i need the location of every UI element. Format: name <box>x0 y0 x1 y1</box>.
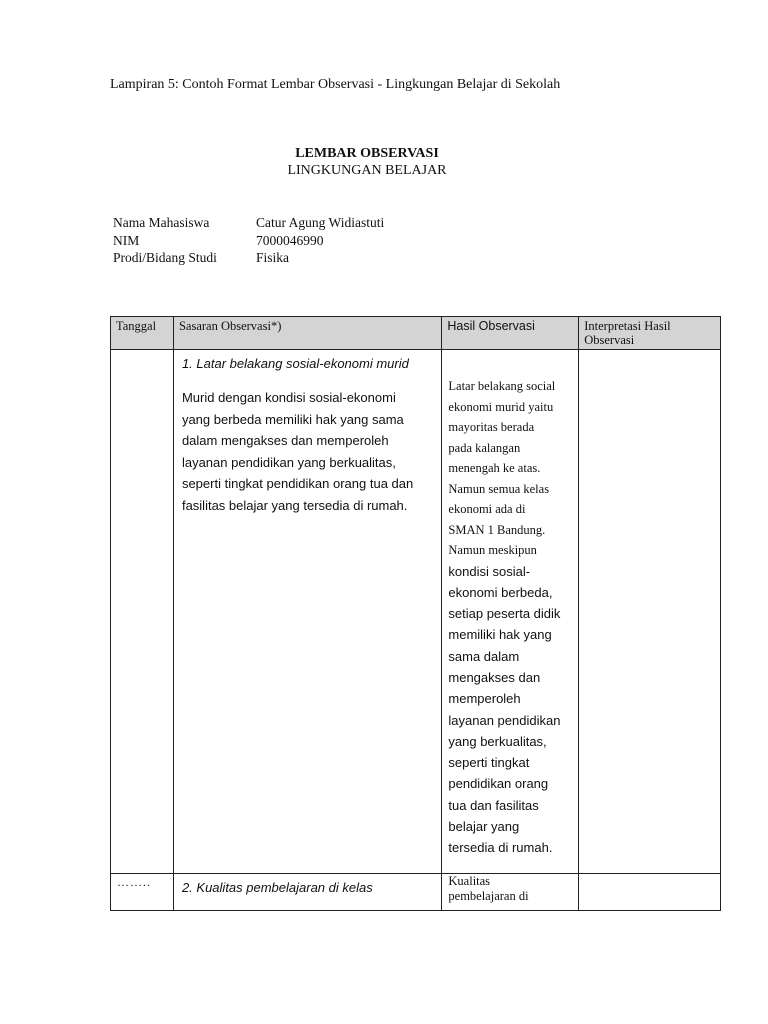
observation-topic: 1. Latar belakang sosial-ekonomi murid <box>181 356 409 371</box>
info-value: Fisika <box>256 250 290 265</box>
observation-description <box>182 387 437 516</box>
header-interpretation: Interpretasi Hasil Observasi <box>579 317 721 350</box>
info-value: Catur Agung Widiastuti <box>256 215 385 230</box>
info-label: Prodi/Bidang Studi <box>113 250 217 265</box>
text-line: dalam mengakses dan memperoleh <box>181 433 389 448</box>
observation-topic: 2. Kualitas pembelajaran di kelas <box>181 879 373 895</box>
text-line: Murid dengan kondisi sosial-ekonomi <box>181 390 396 405</box>
header-result: Hasil Observasi <box>442 317 579 350</box>
text-line: sama dalam <box>448 648 520 664</box>
text-line: Namun meskipun <box>448 543 537 557</box>
result-text-sans <box>448 561 574 859</box>
cell-target <box>173 873 441 910</box>
text-line: memiliki hak yang <box>448 627 552 643</box>
table-header-row <box>111 317 721 350</box>
info-value: 7000046990 <box>256 232 324 248</box>
text-line: pada kalangan <box>448 440 521 455</box>
info-row-nim <box>113 232 384 250</box>
info-row-program <box>113 249 384 267</box>
table-row <box>111 350 721 874</box>
cell-interpretation <box>579 350 721 874</box>
document-subtitle: LINGKUNGAN BELAJAR <box>287 163 447 178</box>
cell-interpretation <box>579 873 721 910</box>
text-line: layanan pendidikan yang berkualitas, <box>181 454 396 470</box>
text-line: Kualitas <box>448 873 491 888</box>
info-label: NIM <box>113 232 140 248</box>
text-line: tua dan fasilitas <box>448 797 539 813</box>
student-info <box>113 214 384 267</box>
result-text-serif <box>448 376 574 561</box>
text-line: SMAN 1 Bandung. <box>448 522 546 537</box>
appendix-title: Lampiran 5: Contoh Format Lembar Observasi - Lingkungan Belajar di Sekolah <box>110 77 561 92</box>
info-row-name <box>113 214 384 232</box>
observation-table <box>110 316 721 911</box>
text-line: yang berbeda memiliki hak yang sama <box>181 411 404 427</box>
text-line: mengakses dan <box>448 669 541 685</box>
document-title: LEMBAR OBSERVASI <box>295 146 439 161</box>
text-line: pembelajaran di <box>448 888 529 903</box>
text-line: Namun semua kelas <box>448 481 550 496</box>
text-line: pendidikan orang <box>448 776 549 792</box>
text-line: seperti tingkat pendidikan orang tua dan <box>181 476 414 491</box>
text-line: tersedia di rumah. <box>448 840 553 856</box>
table-row <box>111 873 721 910</box>
text-line: memperoleh <box>448 691 521 707</box>
cell-result <box>442 873 579 910</box>
text-line: mayoritas berada <box>448 420 535 434</box>
text-line: menengah ke atas. <box>448 461 541 475</box>
cell-result <box>442 350 579 874</box>
header-date: Tanggal <box>111 317 174 350</box>
cell-target <box>173 350 441 874</box>
text-line: Latar belakang social <box>448 379 556 393</box>
text-line: belajar yang <box>448 819 520 835</box>
text-line: yang berkualitas, <box>448 733 547 749</box>
text-line: ekonomi murid yaitu <box>448 399 554 414</box>
header-target: Sasaran Observasi*) <box>173 317 441 350</box>
text-line: setiap peserta didik <box>448 606 561 622</box>
text-line: fasilitas belajar yang tersedia di rumah. <box>181 497 408 513</box>
text-line: kondisi sosial- <box>448 563 531 579</box>
text-line: ekonomi ada di <box>448 502 526 516</box>
text-line: layanan pendidikan <box>448 712 561 728</box>
cell-date: …….. <box>111 873 174 910</box>
cell-date <box>111 350 174 874</box>
text-line: seperti tingkat <box>448 755 530 771</box>
info-label: Nama Mahasiswa <box>113 215 210 230</box>
text-line: ekonomi berbeda, <box>448 584 553 600</box>
